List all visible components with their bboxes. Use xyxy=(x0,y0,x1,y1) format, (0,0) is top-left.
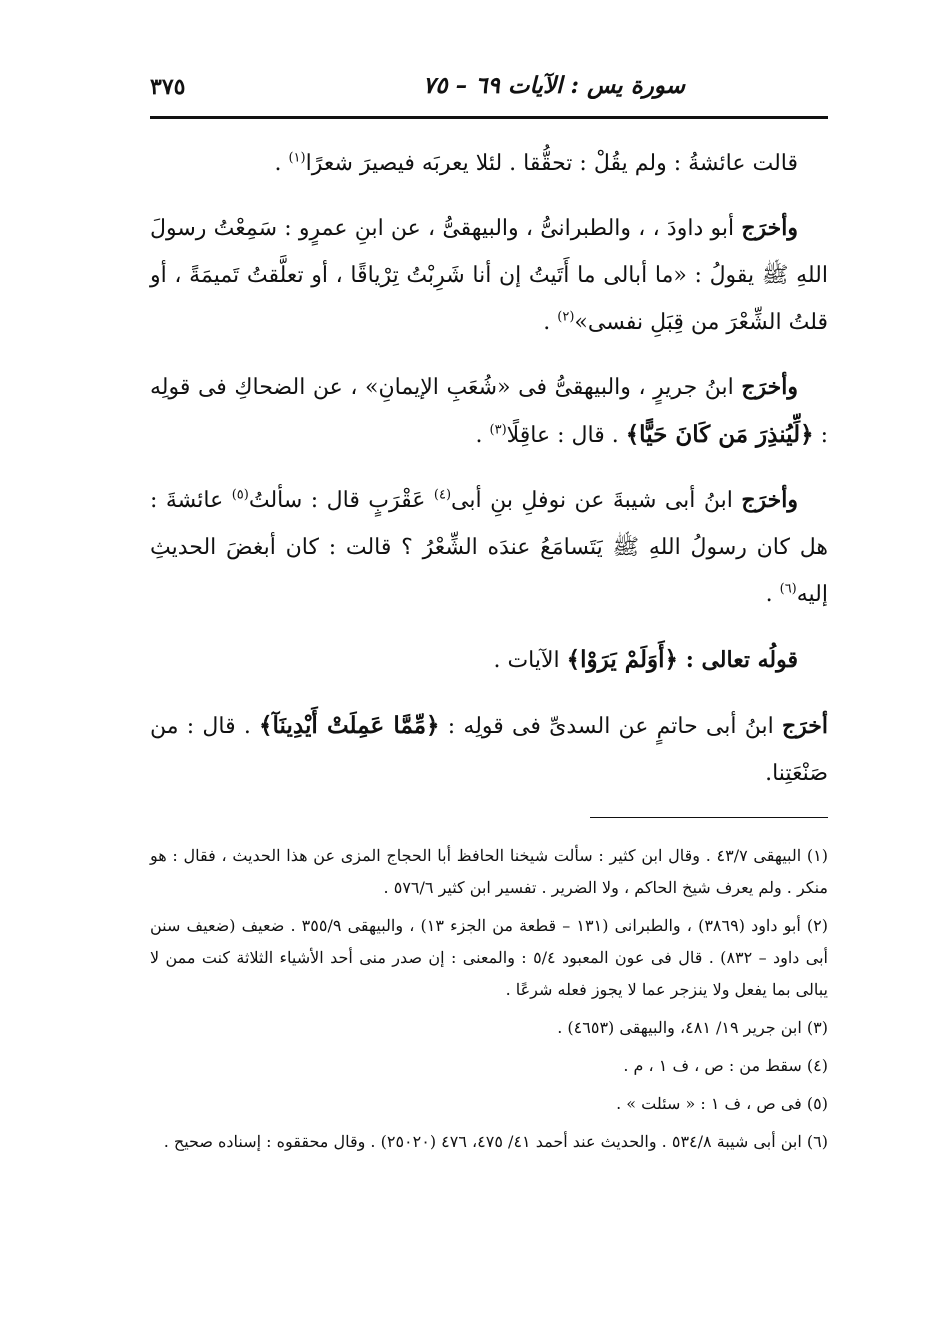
quran-verse: ﴿مِّمَّا عَمِلَتْ أَيْدِينَآ﴾ xyxy=(259,712,440,739)
paragraph-text-2: . قال : من صَنْعَتِنا. xyxy=(150,714,828,786)
footnote-5: (٥) فى ص ، ف ١ : « سئلت » . xyxy=(616,1094,828,1113)
paragraph-3 xyxy=(150,364,828,459)
footnote-1: (١) البيهقى ٤٣/٧ . وقال ابن كثير : سألت شيخنا الحافظ أبا الحجاج المزى عن هذا الحديث ، فقال : هو منكر . ولم يعرف شيخ الحاكم ، ولا الضرير . تفسير ابن كثير ٥٧٦/٦ . xyxy=(150,846,828,897)
paragraph-text-2: عَقْرَبٍ قال : سألتُ xyxy=(248,488,434,513)
footnote-ref-6[interactable]: (٦) xyxy=(779,581,797,597)
paragraph-5 xyxy=(150,636,828,684)
paragraph-end: . xyxy=(475,423,490,448)
paragraph-lead: وأخرَج xyxy=(741,374,798,400)
footnote-ref-2[interactable]: (٢) xyxy=(557,309,575,325)
footnote-ref-1[interactable]: (١) xyxy=(288,150,306,166)
paragraph-text: الآيات . xyxy=(493,648,567,673)
quran-verse: ﴿لِّيُنذِرَ مَن كَانَ حَيًّا﴾ xyxy=(625,421,814,448)
paragraph-lead: أخرَج xyxy=(781,713,828,739)
footnote-separator xyxy=(590,817,828,818)
footnotes xyxy=(150,840,828,1164)
paragraph-text: أبو داودَ ، ، والطبرانىُّ ، والبيهقىُّ ، عن ابنِ عمرٍو : سَمِعْتُ رسولَ اللهِ ﷺ يقولُ : «ما أبالى ما أَتَيتُ إن أنا شَرِبْتُ تِرْياقًا ، أو تعلَّقتُ تَميمَةً ، أو قلتُ الشِّعْرَ من قِبَلِ نفسى» xyxy=(150,216,828,335)
footnote-3: (٣) ابن جرير ١٩/ ٤٨١، والبيهقى (٤٦٥٣) . xyxy=(557,1018,828,1037)
paragraph-text: قالت عائشةُ : ولم يقُلْ : تحقُّقا . لئلا يعربَه فيصيرَ شعرًا xyxy=(305,151,798,176)
paragraph-lead: قولُه تعالى : xyxy=(678,647,798,673)
footnote-ref-4[interactable]: (٤) xyxy=(433,487,452,503)
paragraph-end: . xyxy=(765,582,780,607)
footnote-2: (٢) أبو داود (٣٨٦٩) ، والطبرانى (١٣١ – قطعة من الجزء ١٣) ، والبيهقى ٣٥٥/٩ . ضعيف (ضعيف سنن أبى داود – ٨٣٢) . قال فى عون المعبود ٥/٤ : والمعنى : إن صدر منى أحد الأشياء الثلاثة كنت ممن لا يبالى بما يفعل ولا ينزجر عما لا يجوز فعله شرعًا . xyxy=(150,916,829,999)
paragraph-4 xyxy=(150,477,828,618)
footnote-6: (٦) ابن أبى شيبة ٥٣٤/٨ . والحديث عند أحمد ٤١/ ٤٧٥، ٤٧٦ (٢٥٠٢٠) . وقال محققوه : إسناده صحيح . xyxy=(163,1132,828,1151)
footnote-ref-5[interactable]: (٥) xyxy=(231,487,249,503)
footnote-ref-3[interactable]: (٣) xyxy=(489,422,507,438)
footnote-4: (٤) سقط من : ص ، ف ١ ، م . xyxy=(623,1056,828,1075)
page-number: ٣٧٥ xyxy=(150,74,186,100)
quran-verse: ﴿أَوَلَمْ يَرَوْا﴾ xyxy=(566,646,679,673)
running-title: سورة يس : الآيات ٦٩ – ٧٥ xyxy=(422,72,685,99)
paragraph-text: ابنُ أبى حاتمٍ عن السدىِّ فى قولِه : xyxy=(439,714,782,739)
header-rule xyxy=(150,116,828,119)
paragraph-1 xyxy=(150,140,828,187)
paragraph-text-3: عائشةَ : هل كان رسولُ اللهِ ﷺ يَتَسامَعُ عندَه الشِّعْرُ ؟ قالت : كان أبغضَ الحديثِ إليه xyxy=(150,488,828,607)
paragraph-6 xyxy=(150,702,828,797)
paragraph-2 xyxy=(150,205,828,346)
paragraph-text: ابنُ جريرٍ ، والبيهقىُّ فى «شُعَبِ الإيمانِ» ، عن الضحاكِ فى قولِه : xyxy=(150,375,828,448)
paragraph-text-2: . قال : عاقِلًا xyxy=(506,423,626,448)
paragraph-end: . xyxy=(274,151,289,176)
main-text xyxy=(150,140,828,815)
page-header xyxy=(150,60,830,110)
paragraph-end: . xyxy=(543,310,558,335)
paragraph-lead: وأخرَج xyxy=(741,487,799,513)
paragraph-text: ابنُ أبى شيبةَ عن نوفلِ بنِ أبى xyxy=(451,488,742,513)
paragraph-lead: وأخرَج xyxy=(741,215,798,241)
